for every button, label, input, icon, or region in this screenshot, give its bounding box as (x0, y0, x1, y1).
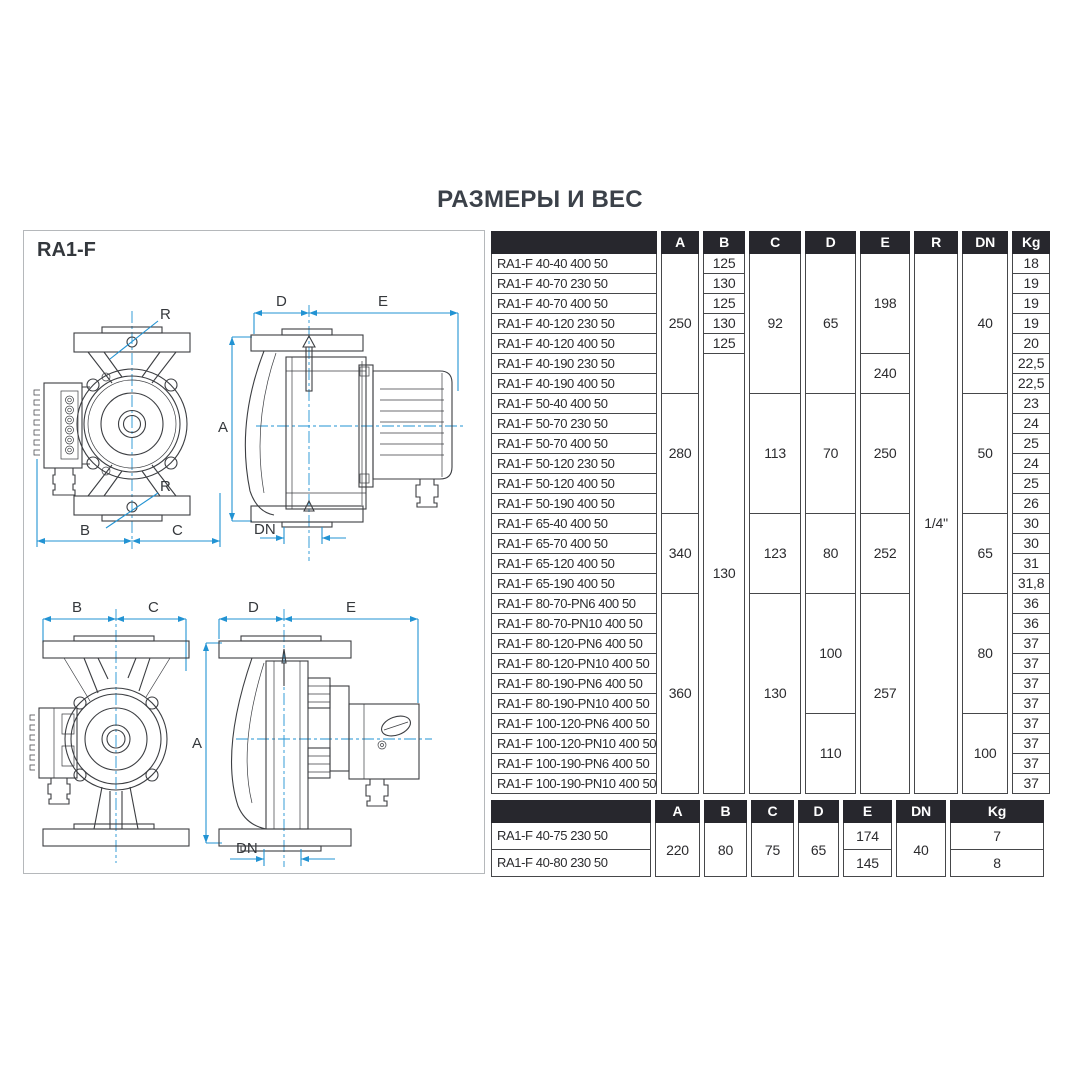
cell-B: 125 (703, 294, 745, 314)
cell-A: 250 (661, 254, 699, 394)
cell-A: 280 (661, 394, 699, 514)
cell-model: RA1-F 80-70-PN6 400 50 (491, 594, 657, 614)
cell-C: 75 (751, 823, 794, 877)
pump-side-view-bottom (192, 599, 432, 867)
cell-B: 80 (704, 823, 747, 877)
cell-Kg: 31,8 (1012, 574, 1050, 594)
dimension-label-c: C (172, 522, 183, 539)
cell-Kg: 37 (1012, 674, 1050, 694)
cell-D: 70 (805, 394, 856, 514)
cell-B: 130 (703, 314, 745, 334)
cell-DN: 100 (962, 714, 1008, 794)
cell-model: RA1-F 40-70 230 50 (491, 274, 657, 294)
col-header-E: E (843, 800, 892, 823)
cell-B: 125 (703, 254, 745, 274)
dimensions-table-secondary (487, 800, 1048, 877)
cell-Kg: 25 (1012, 434, 1050, 454)
cell-model: RA1-F 40-70 400 50 (491, 294, 657, 314)
cell-Kg: 19 (1012, 274, 1050, 294)
cell-model: RA1-F 80-190-PN10 400 50 (491, 694, 657, 714)
pump-side-view-top (218, 293, 464, 561)
cell-model: RA1-F 50-120 230 50 (491, 454, 657, 474)
cell-Kg: 19 (1012, 314, 1050, 334)
cell-DN: 65 (962, 514, 1008, 594)
col-header-R: R (914, 231, 958, 254)
cell-C: 92 (749, 254, 801, 394)
table-row (491, 394, 1050, 414)
cell-model: RA1-F 50-190 400 50 (491, 494, 657, 514)
cell-Kg: 20 (1012, 334, 1050, 354)
col-header-B: B (704, 800, 747, 823)
cell-Kg: 18 (1012, 254, 1050, 274)
cell-model: RA1-F 50-120 400 50 (491, 474, 657, 494)
pump-series-label: RA1-F (37, 239, 96, 261)
col-header-B: B (703, 231, 745, 254)
cell-Kg: 24 (1012, 454, 1050, 474)
cell-Kg: 7 (950, 823, 1044, 850)
cell-model: RA1-F 80-190-PN6 400 50 (491, 674, 657, 694)
cell-DN: 80 (962, 594, 1008, 714)
col-header-DN: DN (962, 231, 1008, 254)
dimension-label-r-bottom: R (160, 478, 171, 495)
dimension-label-c2: C (148, 599, 159, 616)
cell-Kg: 19 (1012, 294, 1050, 314)
dimension-label-d: D (276, 293, 287, 310)
cell-D: 100 (805, 594, 856, 714)
terminal-screws (66, 396, 74, 454)
cell-model: RA1-F 40-80 230 50 (491, 850, 651, 877)
cell-model: RA1-F 80-70-PN10 400 50 (491, 614, 657, 634)
col-header-C: C (751, 800, 794, 823)
cell-Kg: 37 (1012, 654, 1050, 674)
col-header-D: D (798, 800, 839, 823)
cell-Kg: 23 (1012, 394, 1050, 414)
cell-model: RA1-F 50-40 400 50 (491, 394, 657, 414)
cell-E: 145 (843, 850, 892, 877)
col-header-A: A (661, 231, 699, 254)
cell-model: RA1-F 80-120-PN6 400 50 (491, 634, 657, 654)
drawing-panel (23, 230, 485, 874)
cell-model: RA1-F 40-120 400 50 (491, 334, 657, 354)
dimension-label-e2: E (346, 599, 357, 616)
cell-model: RA1-F 50-70 400 50 (491, 434, 657, 454)
cell-E: 252 (860, 514, 910, 594)
page-title: РАЗМЕРЫ И ВЕС (437, 186, 643, 213)
dimensions-table-main (487, 231, 1054, 794)
cell-Kg: 36 (1012, 594, 1050, 614)
dimension-label-a2: A (192, 735, 203, 752)
cell-R: 1/4" (914, 254, 958, 794)
cell-DN: 40 (896, 823, 946, 877)
cell-E: 240 (860, 354, 910, 394)
cell-D: 65 (798, 823, 839, 877)
cell-model: RA1-F 40-190 230 50 (491, 354, 657, 374)
cell-Kg: 26 (1012, 494, 1050, 514)
cell-DN: 40 (962, 254, 1008, 394)
cell-E: 174 (843, 823, 892, 850)
table-row (491, 514, 1050, 534)
dimension-label-a: A (218, 419, 229, 436)
cell-Kg: 37 (1012, 694, 1050, 714)
cell-model: RA1-F 100-120-PN6 400 50 (491, 714, 657, 734)
col-header-A: A (655, 800, 700, 823)
dimension-label-b2: B (72, 599, 83, 616)
cell-A: 360 (661, 594, 699, 794)
cell-C: 123 (749, 514, 801, 594)
cell-model: RA1-F 40-190 400 50 (491, 374, 657, 394)
cell-model: RA1-F 100-190-PN10 400 50 (491, 774, 657, 794)
cell-C: 130 (749, 594, 801, 794)
col-header-Kg: Kg (950, 800, 1044, 823)
cell-Kg: 24 (1012, 414, 1050, 434)
cell-Kg: 37 (1012, 714, 1050, 734)
cell-Kg: 30 (1012, 514, 1050, 534)
cell-Kg: 31 (1012, 554, 1050, 574)
cell-Kg: 25 (1012, 474, 1050, 494)
cell-E: 250 (860, 394, 910, 514)
col-header-DN: DN (896, 800, 946, 823)
col-header-model (491, 800, 651, 823)
cell-Kg: 36 (1012, 614, 1050, 634)
cell-model: RA1-F 50-70 230 50 (491, 414, 657, 434)
cell-model: RA1-F 100-190-PN6 400 50 (491, 754, 657, 774)
cell-D: 65 (805, 254, 856, 394)
cell-model: RA1-F 65-70 400 50 (491, 534, 657, 554)
col-header-E: E (860, 231, 910, 254)
cell-model: RA1-F 100-120-PN10 400 50 (491, 734, 657, 754)
cell-model: RA1-F 65-120 400 50 (491, 554, 657, 574)
table-row (491, 594, 1050, 614)
dimension-label-e: E (378, 293, 389, 310)
cell-model: RA1-F 65-40 400 50 (491, 514, 657, 534)
cell-Kg: 37 (1012, 734, 1050, 754)
cell-D: 110 (805, 714, 856, 794)
cell-model: RA1-F 80-120-PN10 400 50 (491, 654, 657, 674)
table-row (491, 254, 1050, 274)
dimension-label-r-top: R (160, 306, 171, 323)
cell-model: RA1-F 40-75 230 50 (491, 823, 651, 850)
dimension-label-dn2: DN (236, 840, 258, 857)
dimension-label-b: B (80, 522, 91, 539)
cell-DN: 50 (962, 394, 1008, 514)
cell-Kg: 37 (1012, 634, 1050, 654)
cell-Kg: 37 (1012, 774, 1050, 794)
cell-model: RA1-F 65-190 400 50 (491, 574, 657, 594)
col-header-model (491, 231, 657, 254)
cell-Kg: 30 (1012, 534, 1050, 554)
col-header-D: D (805, 231, 856, 254)
cell-model: RA1-F 40-120 230 50 (491, 314, 657, 334)
cell-E: 198 (860, 254, 910, 354)
table-row (491, 823, 1044, 850)
pump-front-view-bottom (30, 599, 189, 863)
cell-B: 130 (703, 354, 745, 794)
cell-model: RA1-F 40-40 400 50 (491, 254, 657, 274)
pump-front-view-top (34, 306, 220, 549)
cell-E: 257 (860, 594, 910, 794)
col-header-C: C (749, 231, 801, 254)
header-row (491, 800, 1044, 823)
cell-A: 340 (661, 514, 699, 594)
cell-Kg: 22,5 (1012, 354, 1050, 374)
header-row (491, 231, 1050, 254)
cell-A: 220 (655, 823, 700, 877)
pump-technical-drawing (24, 231, 484, 873)
cell-Kg: 22,5 (1012, 374, 1050, 394)
cell-B: 130 (703, 274, 745, 294)
cell-Kg: 37 (1012, 754, 1050, 774)
cell-D: 80 (805, 514, 856, 594)
cell-C: 113 (749, 394, 801, 514)
dimension-label-d2: D (248, 599, 259, 616)
dimension-label-dn: DN (254, 521, 276, 538)
cell-Kg: 8 (950, 850, 1044, 877)
cell-B: 125 (703, 334, 745, 354)
col-header-Kg: Kg (1012, 231, 1050, 254)
